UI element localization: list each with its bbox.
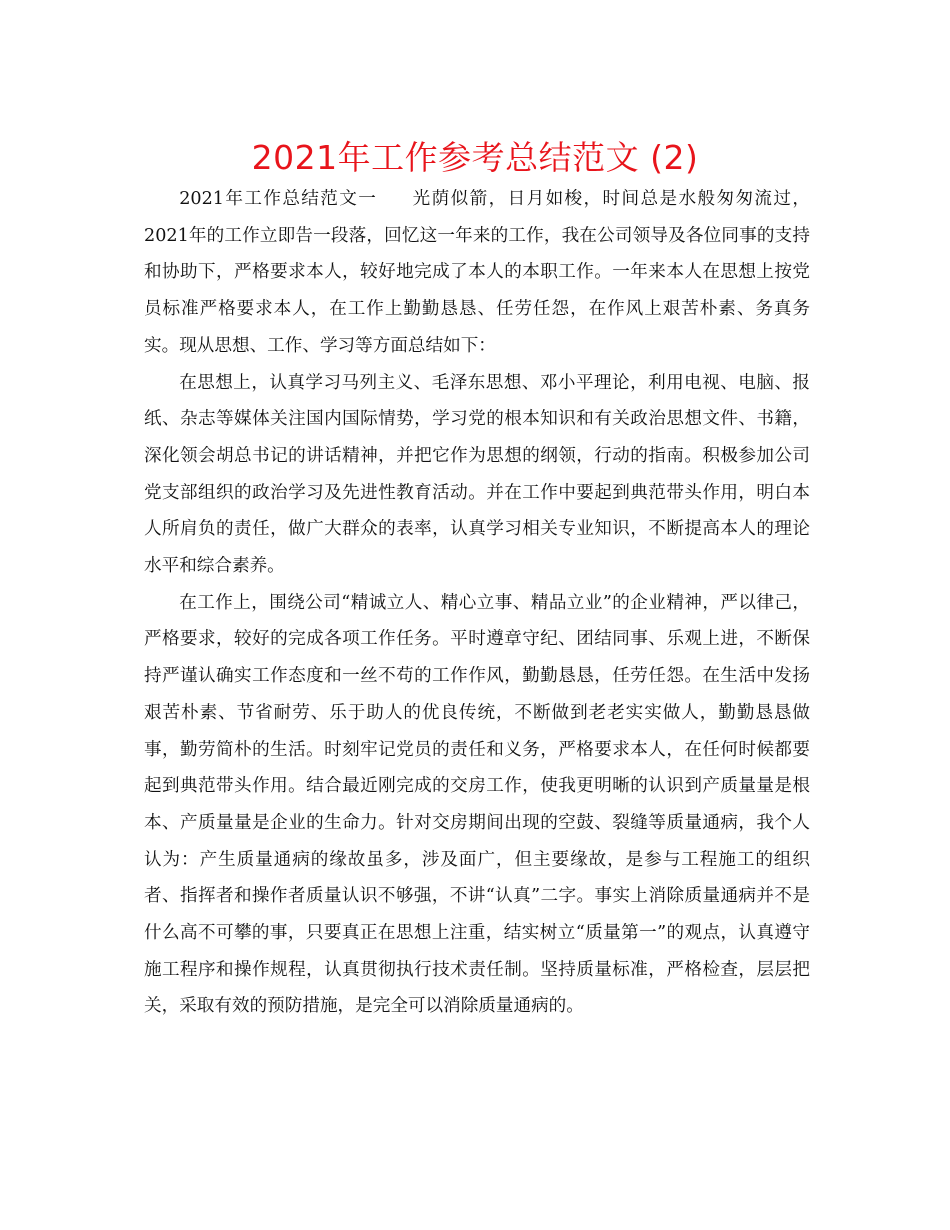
paragraph-intro <box>144 181 810 365</box>
paragraph-text: 光荫似箭，日月如梭，时间总是水般匆匆流过，2021年的工作立即告一段落，回忆这一年来的工作，我在公司领导及各位同事的支持和协助下，严格要求本人，较好地完成了本人的本职工作。一年来本人在思想上按党员标准严格要求本人，在工作上勤勤恳恳、任劳任怨，在作风上艰苦朴素、务真务实。现从思想、工作、学习等方面总结如下： <box>144 189 810 356</box>
intro-label: 2021年工作总结范文一 <box>179 189 378 209</box>
document-body <box>144 181 810 1025</box>
paragraph-thought: 在思想上，认真学习马列主义、毛泽东思想、邓小平理论，利用电视、电脑、报纸、杂志等媒体关注国内国际情势，学习党的根本知识和有关政治思想文件、书籍，深化领会胡总书记的讲话精神，并把它作为思想的纲领，行动的指南。积极参加公司党支部组织的政治学习及先进性教育活动。并在工作中要起到典范带头作用，明白本人所肩负的责任，做广大群众的表率，认真学习相关专业知识，不断提高本人的理论水平和综合素养。 <box>144 372 810 577</box>
document-title: 2021年工作参考总结范文 (2) <box>251 138 699 177</box>
paragraph-work: 在工作上，围绕公司“精诚立人、精心立事、精品立业”的企业精神，严以律己，严格要求，较好的完成各项工作任务。平时遵章守纪、团结同事、乐观上进，不断保持严谨认确实工作态度和一丝不苟的工作作风，勤勤恳恳，任劳任怨。在生活中发扬艰苦朴素、节省耐劳、乐于助人的优良传统，不断做到老老实实做人，勤勤恳恳做事，勤劳简朴的生活。时刻牢记党员的责任和义务，严格要求本人，在任何时候都要起到典范带头作用。结合最近刚完成的交房工作，使我更明晰的认识到产质量量是根本、产质量量是企业的生命力。针对交房期间出现的空鼓、裂缝等质量通病，我个人认为：产生质量通病的缘故虽多，涉及面广，但主要缘故，是参与工程施工的组织者、指挥者和操作者质量认识不够强，不讲“认真”二字。事实上消除质量通病并不是什么高不可攀的事，只要真正在思想上注重，结实树立“质量第一”的观点，认真遵守施工程序和操作规程，认真贯彻执行技术责任制。坚持质量标准，严格检查，层层把关，采取有效的预防措施，是完全可以消除质量通病的。 <box>144 592 810 1017</box>
